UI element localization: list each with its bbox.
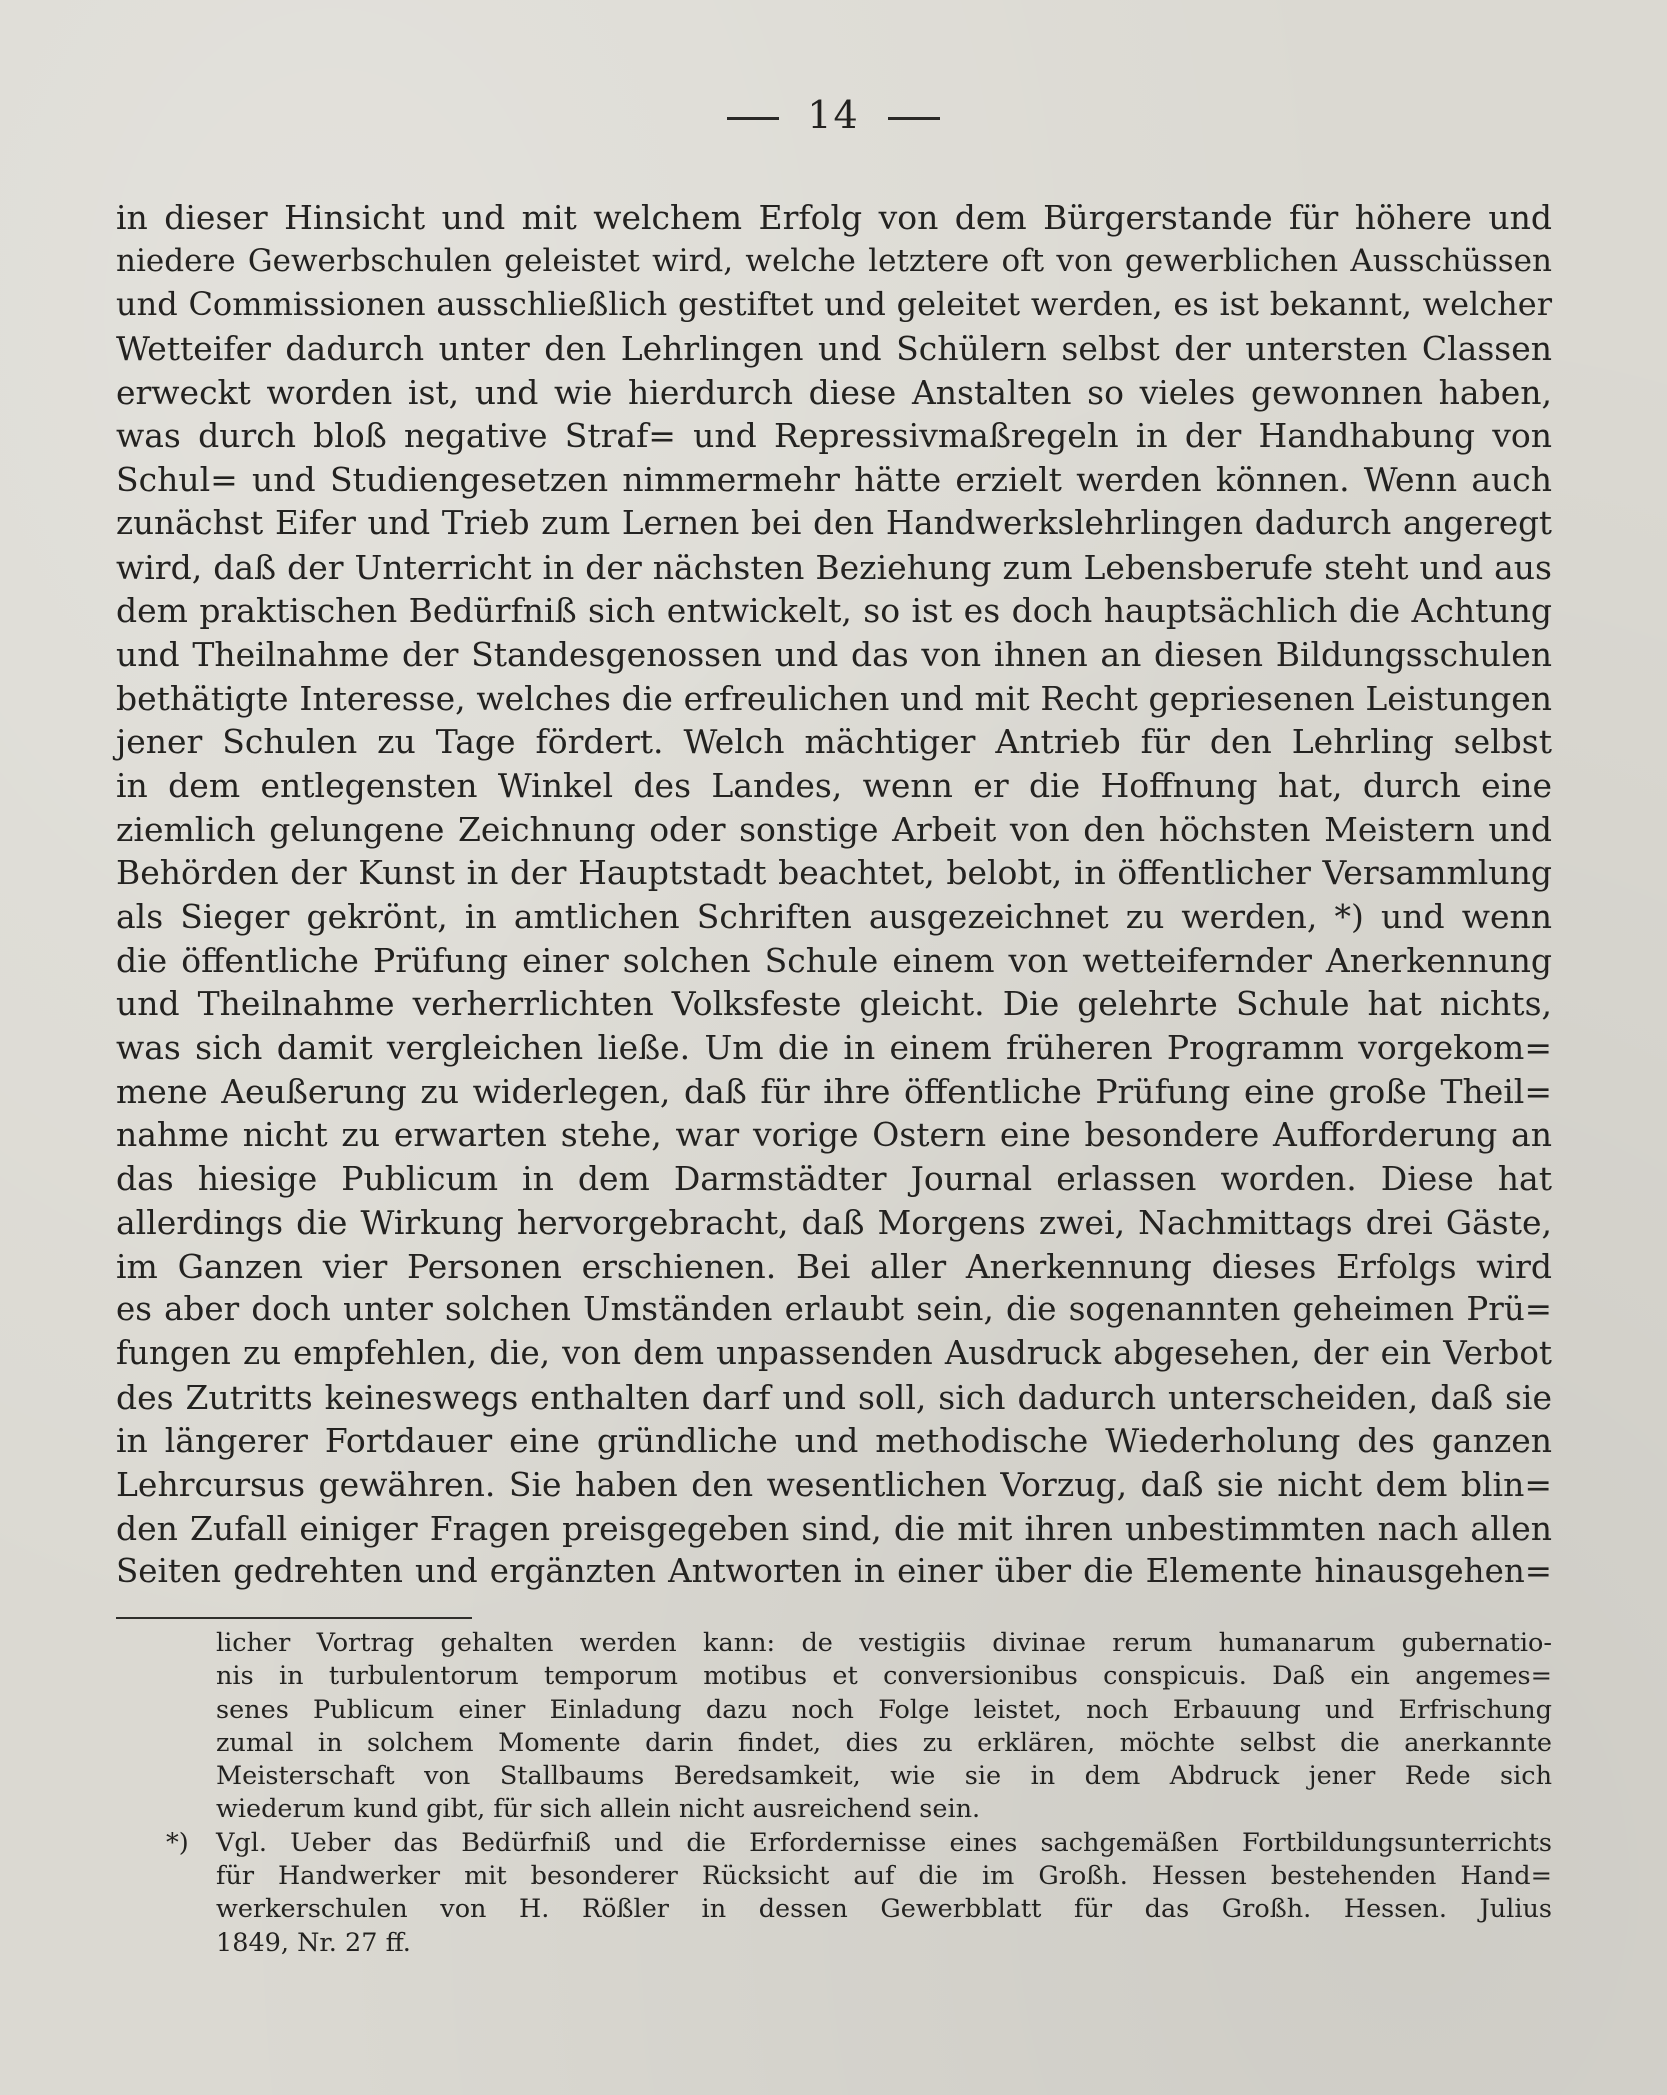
text-line: des Zutritts keineswegs enthalten darf und soll, sich dadurch unterscheiden, daß sie bbox=[116, 1377, 1552, 1417]
text-line: als Sieger gekrönt, in amtlichen Schriften ausgezeichnet zu werden, *) und wenn bbox=[116, 897, 1552, 936]
text-line: Schul= und Studiengesetzen nimmermehr hätte erzielt werden können. Wenn auch bbox=[116, 460, 1552, 500]
text-line: in längerer Fortdauer eine gründliche und methodische Wiederholung des ganzen bbox=[116, 1421, 1552, 1461]
text-line: und Commissionen ausschließlich gestiftet und geleitet werden, es ist bekannt, welcher bbox=[116, 285, 1552, 324]
text-line: erweckt worden ist, und wie hierdurch diese Anstalten so vieles gewonnen haben, bbox=[116, 372, 1552, 412]
footnotes bbox=[116, 1627, 1552, 1960]
page-number-text: 14 bbox=[807, 93, 860, 137]
text-line: Behörden der Kunst in der Hauptstadt beachtet, belobt, in öffentlicher Versammlung bbox=[116, 853, 1552, 893]
text-line: niedere Gewerbschulen geleistet wird, welche letztere oft von gewerblichen Ausschüssen bbox=[116, 242, 1552, 279]
footnote-marker: *) bbox=[166, 1827, 189, 1858]
text-line: ziemlich gelungene Zeichnung oder sonstige Arbeit von den höchsten Meistern und bbox=[116, 809, 1552, 849]
text-line: und Theilnahme verherrlichten Volksfeste gleicht. Die gelehrte Schule hat nichts, bbox=[116, 984, 1552, 1024]
text-line: dem praktischen Bedürfniß sich entwickelt, so ist es doch hauptsächlich die Achtung bbox=[116, 591, 1552, 631]
footnote-rule bbox=[116, 1617, 472, 1619]
text-line: Seiten gedrehten und ergänzten Antworten in einer über die Elemente hinausgehen= bbox=[116, 1552, 1552, 1591]
footnote-continuation bbox=[116, 1627, 1552, 1827]
text-line: es aber doch unter solchen Umständen erlaubt sein, die sogenannten geheimen Prü= bbox=[116, 1290, 1552, 1329]
text-line: das hiesige Publicum in dem Darmstädter Journal erlassen worden. Diese hat bbox=[116, 1159, 1552, 1199]
text-line: was sich damit vergleichen ließe. Um die in einem früheren Programm vorgekom= bbox=[116, 1028, 1552, 1068]
left-dash bbox=[727, 117, 779, 120]
text-line: den Zufall einiger Fragen preisgegeben sind, die mit ihren unbestimmten nach allen bbox=[116, 1508, 1552, 1548]
footnote-line: zumal in solchem Momente darin findet, dies zu erklären, möchte selbst die anerkannte bbox=[216, 1727, 1552, 1758]
text-line: was durch bloß negative Straf= und Repressivmaßregeln in der Handhabung von bbox=[116, 416, 1552, 456]
footnote-line: Vgl. Ueber das Bedürfniß und die Erfordernisse eines sachgemäßen Fortbildungsunterrichts bbox=[216, 1827, 1552, 1858]
footnote-line: Meisterschaft von Stallbaums Beredsamkeit, wie sie in dem Abdruck jener Rede sich bbox=[216, 1761, 1552, 1792]
text-line: mene Aeußerung zu widerlegen, daß für ihre öffentliche Prüfung eine große Theil= bbox=[116, 1071, 1552, 1111]
footnote-line: 1849, Nr. 27 ff. bbox=[216, 1927, 411, 1958]
text-line: Lehrcursus gewähren. Sie haben den wesentlichen Vorzug, daß sie nicht dem blin= bbox=[116, 1464, 1552, 1504]
text-line: fungen zu empfehlen, die, von dem unpassenden Ausdruck abgesehen, der ein Verbot bbox=[116, 1333, 1552, 1372]
text-line: zunächst Eifer und Trieb zum Lernen bei den Handwerkslehrlingen dadurch angeregt bbox=[116, 503, 1552, 542]
footnote-line: nis in turbulentorum temporum motibus et conversionibus conspicuis. Daß ein angemes= bbox=[216, 1661, 1552, 1692]
footnote-line: für Handwerker mit besonderer Rücksicht auf die im Großh. Hessen bestehenden Hand= bbox=[216, 1861, 1552, 1892]
text-line: allerdings die Wirkung hervorgebracht, daß Morgens zwei, Nachmittags drei Gäste, bbox=[116, 1202, 1552, 1242]
right-dash bbox=[888, 117, 940, 120]
footnote-line: licher Vortrag gehalten werden kann: de vestigiis divinae rerum humanarum gubernatio- bbox=[216, 1628, 1552, 1658]
footnote-star bbox=[116, 1827, 1552, 1960]
footnote-line: wiederum kund gibt, für sich allein nicht ausreichend sein. bbox=[216, 1794, 981, 1825]
text-line: und Theilnahme der Standesgenossen und das von ihnen an diesen Bildungsschulen bbox=[116, 634, 1552, 674]
text-line: in dieser Hinsicht und mit welchem Erfolg von dem Bürgerstande für höhere und bbox=[116, 198, 1552, 237]
text-line: nahme nicht zu erwarten stehe, war vorige Ostern eine besondere Aufforderung an bbox=[116, 1115, 1552, 1155]
main-text bbox=[116, 196, 1552, 1594]
footnote-line: senes Publicum einer Einladung dazu noch Folge leistet, noch Erbauung und Erfrischung bbox=[216, 1694, 1552, 1725]
text-line: wird, daß der Unterricht in der nächsten Beziehung zum Lebensberufe steht und aus bbox=[116, 547, 1552, 587]
text-line: die öffentliche Prüfung einer solchen Schule einem von wetteifernder Anerkennung bbox=[116, 940, 1552, 980]
page-number bbox=[0, 92, 1667, 138]
text-line: im Ganzen vier Personen erschienen. Bei aller Anerkennung dieses Erfolgs wird bbox=[116, 1246, 1552, 1286]
text-line: Wetteifer dadurch unter den Lehrlingen und Schülern selbst der untersten Classen bbox=[116, 329, 1552, 369]
text-line: bethätigte Interesse, welches die erfreulichen und mit Recht gepriesenen Leistungen bbox=[116, 678, 1552, 718]
text-line: jener Schulen zu Tage fördert. Welch mächtiger Antrieb für den Lehrling selbst bbox=[116, 722, 1552, 762]
text-line: in dem entlegensten Winkel des Landes, wenn er die Hoffnung hat, durch eine bbox=[116, 765, 1552, 805]
footnote-line: werkerschulen von H. Rößler in dessen Gewerbblatt für das Großh. Hessen. Julius bbox=[216, 1894, 1552, 1925]
